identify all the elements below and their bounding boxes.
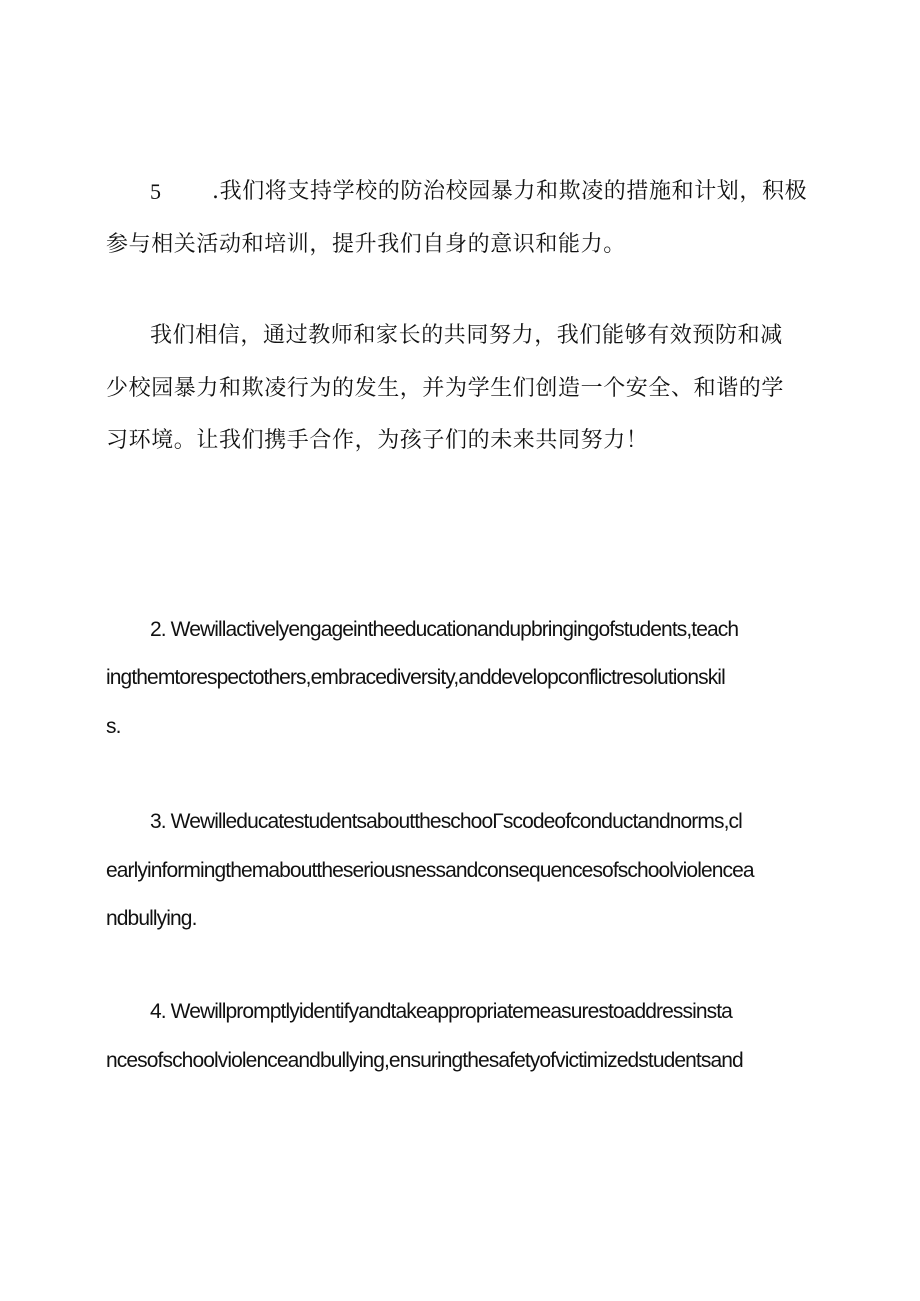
en-item2-line-3: s. <box>106 715 121 738</box>
cn-closing-line-1: 我们相信，通过教师和家长的共同努力，我们能够有效预防和减 <box>150 323 783 348</box>
cn-item5-line-2: 参与相关活动和培训，提升我们自身的意识和能力。 <box>106 232 626 257</box>
en-item3-line-3: ndbullying. <box>106 907 197 930</box>
cn-item5-line-1: .我们将支持学校的防治校园暴力和欺凌的措施和计划，积极 <box>212 179 808 204</box>
en-item4-line-1: 4. Wewillpromptlyidentifyandtakeappropriatemeasurestoaddressinsta <box>150 1000 732 1023</box>
en-item3-line-2: earlyinformingthemabouttheseriousnessandconsequencesofschoolviolencea <box>106 859 754 882</box>
en-item2-line-2: ingthemtorespectothers,embracediversity,anddevelopconflictresolutionskil <box>106 666 725 689</box>
cn-item5-number: 5 <box>150 179 161 204</box>
en-item4-line-2: ncesofschoolviolenceandbullying,ensuringthesafetyofvictimizedstudentsand <box>106 1049 743 1072</box>
cn-closing-line-2: 少校园暴力和欺凌行为的发生，并为学生们创造一个安全、和谐的学 <box>106 376 785 401</box>
cn-closing-line-3: 习环境。让我们携手合作，为孩子们的未来共同努力！ <box>106 428 649 453</box>
en-item3-line-1: 3. WewilleducatestudentsabouttheschooΓscodeofconductandnorms,cl <box>150 810 742 833</box>
en-item2-line-1: 2. Wewillactivelyengageintheeducationandupbringingofstudents,teach <box>150 618 739 641</box>
